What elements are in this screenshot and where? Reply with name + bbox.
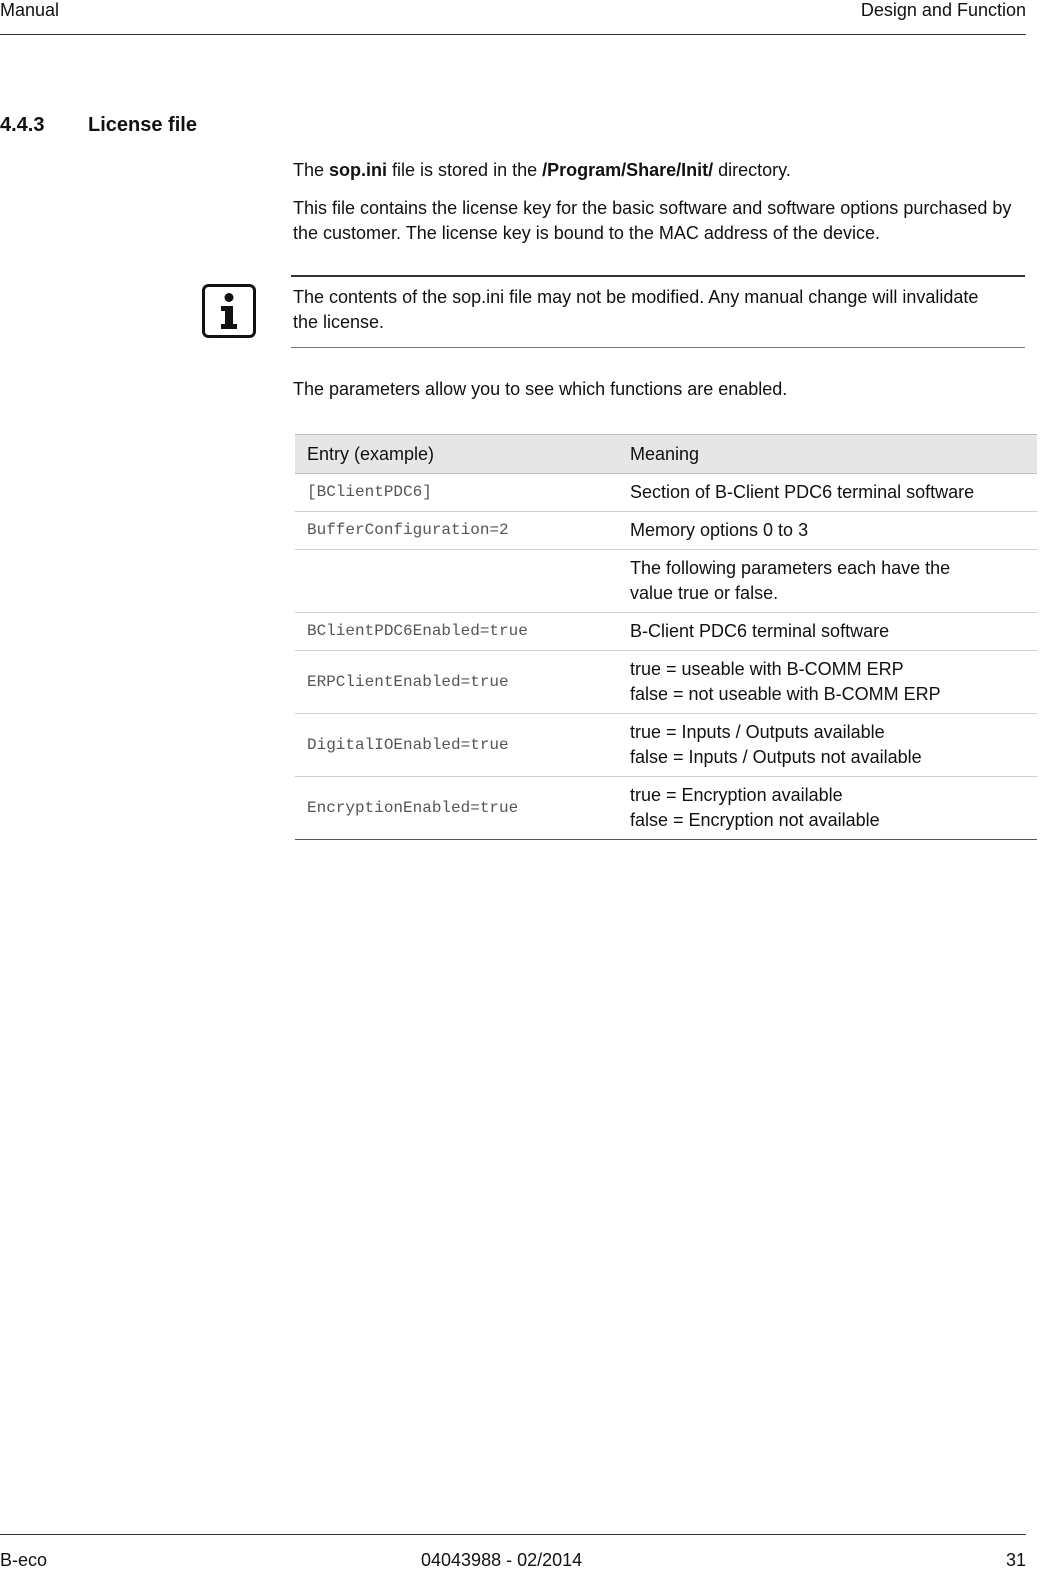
table-row [295,512,1037,550]
meaning-line: B-Client PDC6 terminal software [630,621,890,641]
meaning-line: value true or false. [630,583,779,603]
page-footer [0,1534,1026,1584]
meaning-line: true = useable with B-COMM ERP [630,659,904,679]
meaning-line: true = Inputs / Outputs available [630,722,885,742]
entry-cell: BufferConfiguration=2 [295,512,618,550]
intro-paragraph-2: This file contains the license key for the basic software and software options purchased by the customer. The license key is bound to the MAC address of the device. [293,198,1012,243]
meaning-line: Memory options 0 to 3 [630,520,809,540]
footer-doc-number: 04043988 - 02/2014 [421,1550,583,1570]
meaning-cell [618,651,1037,714]
table-header-row [295,435,1037,474]
table-row [295,651,1037,714]
entry-cell: BClientPDC6Enabled=true [295,613,618,651]
parameters-table [295,434,1037,840]
meaning-cell [618,714,1037,777]
p1-file: sop.ini [329,160,388,180]
header-entry: Entry (example) [295,435,618,474]
section-title [0,114,197,137]
table-row [295,714,1037,777]
p1-after: directory. [713,160,791,180]
footer-page-number: 31 [1005,1550,1026,1570]
meaning-line: false = Encryption not available [630,810,880,830]
header-right: Design and Function [860,0,1026,20]
meaning-line: The following parameters each have the [630,558,951,578]
entry-cell [295,550,618,613]
intro-paragraph-1 [293,158,1013,183]
section-title-text: License file [88,114,197,136]
meaning-cell [618,474,1037,512]
meaning-line: Section of B-Client PDC6 terminal software [630,482,975,502]
p1-middle: file is stored in the [387,160,543,180]
note-box [291,275,1025,348]
p1-path: /Program/Share/Init/ [542,160,714,180]
meaning-line: true = Encryption available [630,785,843,805]
info-icon [202,284,256,338]
page-header [0,0,1026,35]
footer-product: B-eco [0,1550,48,1570]
meaning-line: false = not useable with B-COMM ERP [630,684,941,704]
header-meaning: Meaning [618,435,1037,474]
section-number: 4.4.3 [0,114,45,136]
table-row [295,474,1037,512]
params-intro: The parameters allow you to see which functions are enabled. [293,379,788,399]
meaning-cell [618,613,1037,651]
table-row [295,613,1037,651]
table-row [295,777,1037,840]
header-left: Manual [0,0,60,20]
meaning-line: false = Inputs / Outputs not available [630,747,922,767]
entry-cell: EncryptionEnabled=true [295,777,618,840]
table-row [295,550,1037,613]
meaning-cell [618,777,1037,840]
entry-cell: ERPClientEnabled=true [295,651,618,714]
meaning-cell [618,550,1037,613]
entry-cell: DigitalIOEnabled=true [295,714,618,777]
entry-cell: [BClientPDC6] [295,474,618,512]
meaning-cell [618,512,1037,550]
p1-before: The [293,160,330,180]
note-text: The contents of the sop.ini file may not be modified. Any manual change will invalidate the license. [293,287,979,332]
